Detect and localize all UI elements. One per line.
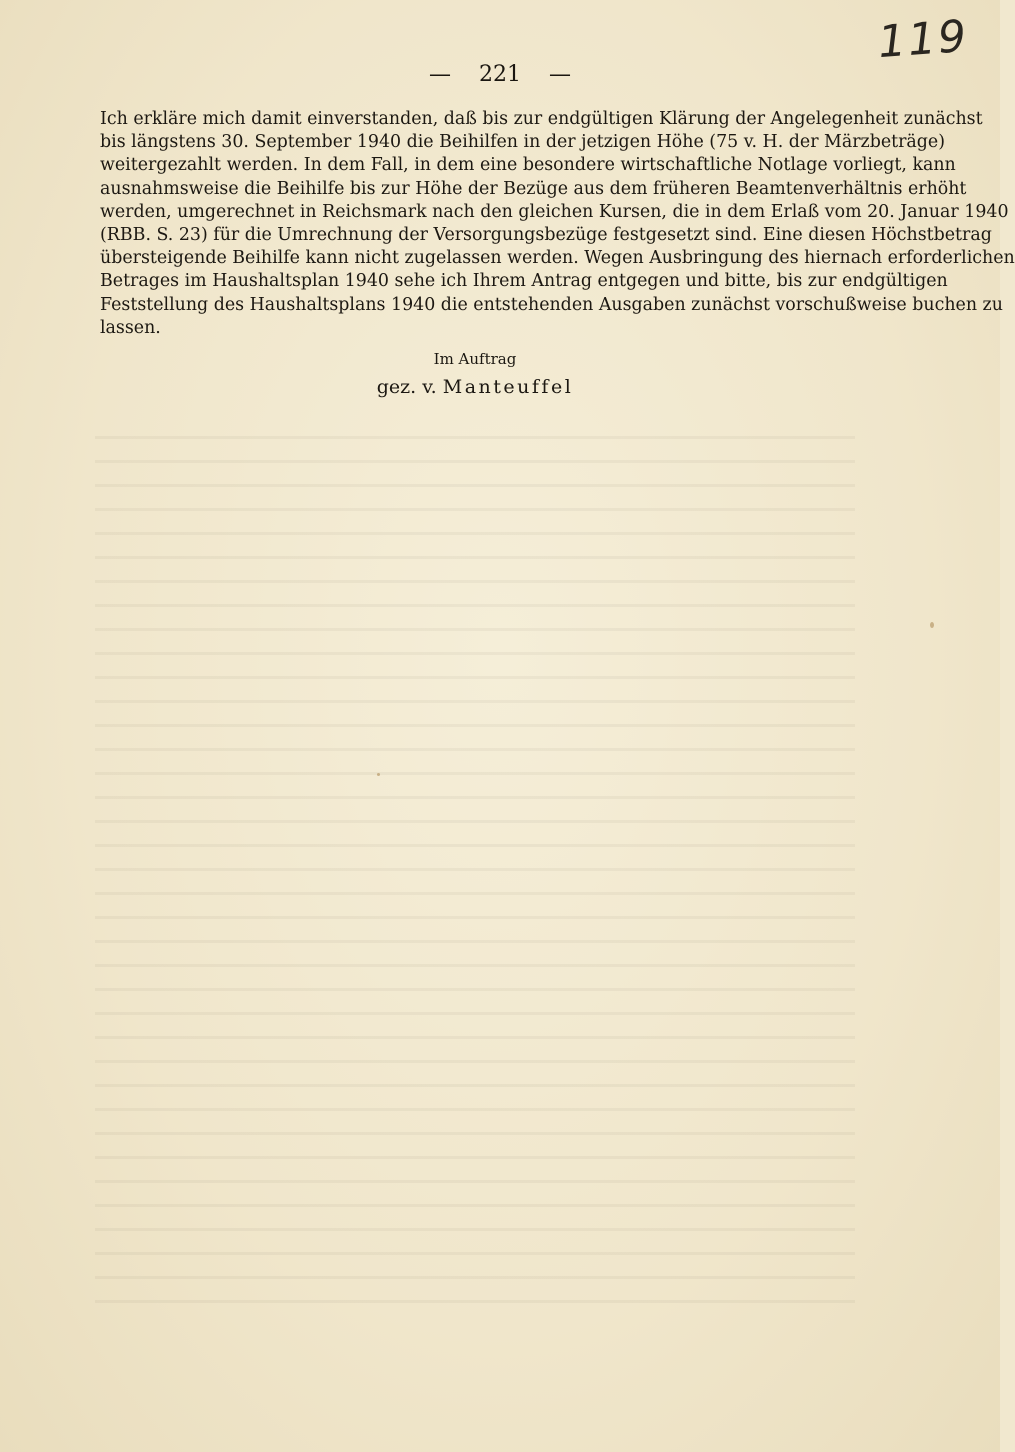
- body-line: ausnahmsweise die Beihilfe bis zur Höhe der Bezüge aus dem früheren Beamtenverhältnis erhöht: [100, 178, 967, 199]
- body-line: Betrages im Haushaltsplan 1940 sehe ich Ihrem Antrag entgegen und bitte, bis zur endgültigen: [100, 271, 948, 292]
- signature-line: [0, 376, 950, 398]
- page-number-dash-right: —: [549, 62, 571, 87]
- page-number-dash-left: —: [429, 62, 451, 87]
- paper-speck: [930, 622, 934, 628]
- body-line: werden, umgerechnet in Reichsmark nach den gleichen Kursen, die in dem Erlaß vom 20. Januar 1940: [100, 201, 1009, 222]
- body-line: weitergezahlt werden. In dem Fall, in dem eine besondere wirtschaftliche Notlage vorliegt, kann: [100, 155, 956, 176]
- signature-prefix: gez. v.: [376, 376, 437, 398]
- im-auftrag-line: Im Auftrag: [433, 350, 517, 368]
- body-line: übersteigende Beihilfe kann nicht zugelassen werden. Wegen Ausbringung des hiernach erforderlichen: [100, 248, 1015, 269]
- letter-body-paragraph: [100, 108, 1015, 340]
- body-line: Feststellung des Haushaltsplans 1940 die entstehenden Ausgaben zunächst vorschußweise buchen zu: [100, 294, 1003, 315]
- body-line-last: lassen.: [100, 317, 161, 338]
- reverse-side-bleed-through: [95, 420, 855, 1320]
- page-number-header: [0, 62, 1000, 87]
- body-line: bis längstens 30. September 1940 die Beihilfen in der jetzigen Höhe (75 v. H. der Märzbeträge): [100, 132, 945, 153]
- page-number: 221: [479, 62, 521, 87]
- body-line: Ich erkläre mich damit einverstanden, daß bis zur endgültigen Klärung der Angelegenheit zunächst: [100, 109, 983, 129]
- handwritten-archive-number: 119: [876, 10, 970, 69]
- body-line: (RBB. S. 23) für die Umrechnung der Versorgungsbezüge festgesetzt sind. Eine diesen Höchstbetrag: [100, 224, 992, 245]
- paper-speck: [377, 773, 380, 776]
- signature-name: Manteuffel: [442, 376, 574, 398]
